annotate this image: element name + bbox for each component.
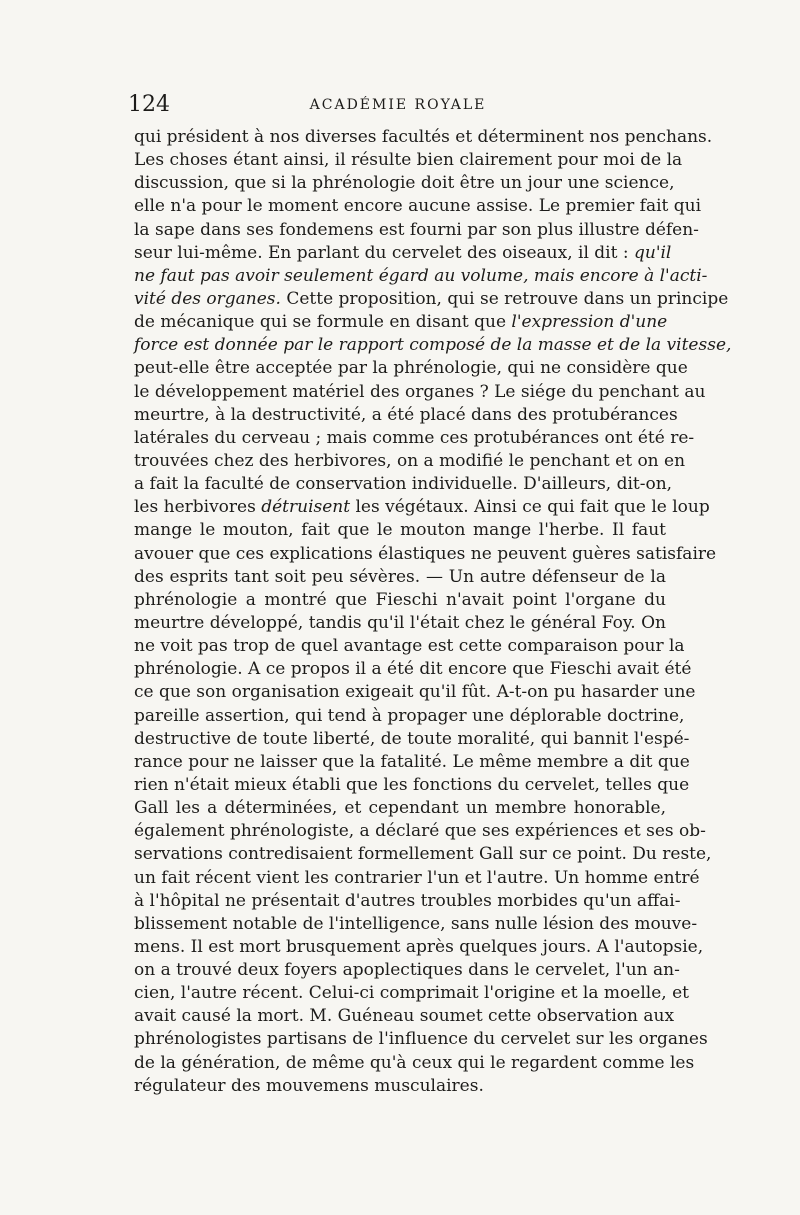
- text-line: [134, 820, 706, 843]
- text-run: phrénologie. A ce propos il a été dit encore que Fieschi avait été: [134, 659, 692, 680]
- text-run: discussion, que si la phrénologie doit être un jour une science,: [134, 173, 675, 194]
- text-line: [134, 612, 666, 635]
- text-line: [134, 705, 685, 728]
- text-line: [134, 195, 702, 218]
- italic-run: qu'il: [633, 242, 672, 263]
- italic-run: vité des organes.: [134, 288, 281, 309]
- italic-run: l'expression d'une: [511, 312, 668, 333]
- text-line: [134, 913, 698, 936]
- text-run: cien, l'autre récent. Celui-ci comprimait l'origine et la moelle, et: [134, 983, 689, 1004]
- text-line: [134, 635, 685, 658]
- text-line: [134, 265, 708, 288]
- text-line: [134, 126, 713, 149]
- text-run: ce que son organisation exigeait qu'il fût. A-t-on pu hasarder une: [134, 682, 696, 703]
- text-line: [134, 357, 688, 380]
- text-run: de la génération, de même qu'à ceux qui le regardent comme les: [134, 1052, 695, 1073]
- italic-run: ne faut pas avoir seulement égard au volume, mais encore à l'acti-: [134, 265, 708, 286]
- text-line: [134, 681, 696, 704]
- text-run: phrénologie a montré que Fieschi n'avait point l'organe du: [134, 589, 666, 610]
- text-run: Les choses étant ainsi, il résulte bien clairement pour moi de la: [134, 150, 683, 171]
- text-run: meurtre, à la destructivité, a été placé dans des protubérances: [134, 404, 678, 425]
- text-line: [134, 219, 699, 242]
- text-line: [134, 288, 729, 311]
- text-line: [134, 658, 692, 681]
- running-head: ACADÉMIE ROYALE: [309, 97, 487, 113]
- page-header: [128, 92, 668, 118]
- text-run: avouer que ces explications élastiques ne peuvent guères satisfaire: [134, 543, 717, 564]
- text-run: a fait la faculté de conservation individuelle. D'ailleurs, dit-on,: [134, 474, 673, 495]
- text-run: phrénologistes partisans de l'influence du cervelet sur les organes: [134, 1029, 708, 1050]
- italic-run: détruisent: [261, 497, 351, 518]
- text-line: [134, 311, 666, 334]
- text-run: blissement notable de l'intelligence, sans nulle lésion des mouve-: [134, 913, 698, 934]
- text-line: [134, 936, 704, 959]
- text-run: meurtre développé, tandis qu'il l'était chez le général Foy. On: [134, 612, 666, 633]
- text-line: [134, 774, 690, 797]
- text-line: [134, 149, 683, 172]
- text-run: la sape dans ses fondemens est fourni par son plus illustre défen-: [134, 219, 699, 240]
- text-run: trouvées chez des herbivores, on a modifié le penchant et on en: [134, 450, 686, 471]
- text-line: [134, 172, 675, 195]
- text-line: [134, 1075, 666, 1098]
- text-run: régulateur des mouvemens musculaires.: [134, 1075, 484, 1096]
- text-line: [134, 843, 712, 866]
- text-run: mens. Il est mort brusquement après quelques jours. A l'autopsie,: [134, 936, 704, 957]
- text-run: elle n'a pour le moment encore aucune assise. Le premier fait qui: [134, 196, 702, 217]
- text-run: servations contredisaient formellement Gall sur ce point. Du reste,: [134, 844, 712, 865]
- text-line: [134, 543, 717, 566]
- text-line: [134, 982, 689, 1005]
- text-line: [134, 427, 695, 450]
- text-run: Gall les a déterminées, et cependant un membre honorable,: [134, 798, 666, 819]
- text-line: [134, 589, 666, 612]
- text-line: [134, 1028, 708, 1051]
- text-run: qui président à nos diverses facultés et déterminent nos penchans.: [134, 127, 713, 147]
- page-number: 124: [128, 92, 170, 117]
- text-line: [134, 381, 706, 404]
- text-run: ne voit pas trop de quel avantage est cette comparaison pour la: [134, 636, 685, 657]
- text-line: [134, 566, 666, 589]
- text-run: avait causé la mort. M. Guéneau soumet cette observation aux: [134, 1006, 675, 1027]
- text-run: les herbivores: [134, 497, 262, 518]
- text-line: [134, 450, 686, 473]
- body-text: [134, 126, 732, 1098]
- text-run: rien n'était mieux établi que les fonctions du cervelet, telles que: [134, 774, 690, 795]
- text-line: [134, 1052, 695, 1075]
- text-line: [134, 496, 710, 519]
- text-run: également phrénologiste, a déclaré que ses expériences et ses ob-: [134, 821, 706, 842]
- text-line: [134, 242, 672, 265]
- text-line: [134, 404, 678, 427]
- text-line: [134, 867, 700, 890]
- text-run: les végétaux. Ainsi ce qui fait que le loup: [350, 497, 710, 518]
- text-line: [134, 334, 732, 357]
- text-run: destructive de toute liberté, de toute moralité, qui bannit l'espé-: [134, 728, 690, 749]
- text-line: [134, 728, 690, 751]
- text-line: [134, 797, 666, 820]
- text-run: rance pour ne laisser que la fatalité. Le même membre a dit que: [134, 751, 690, 772]
- text-run: des esprits tant soit peu sévères. — Un autre défenseur de la: [134, 566, 666, 587]
- text-run: le développement matériel des organes ? Le siége du penchant au: [134, 381, 706, 402]
- text-run: latérales du cerveau ; mais comme ces protubérances ont été re-: [134, 427, 695, 448]
- text-line: [134, 1005, 675, 1028]
- text-line: [134, 473, 673, 496]
- text-line: [134, 751, 690, 774]
- text-line: [134, 959, 680, 982]
- text-line: [134, 890, 681, 913]
- text-run: peut-elle être acceptée par la phrénologie, qui ne considère que: [134, 358, 688, 379]
- text-run: un fait récent vient les contrarier l'un et l'autre. Un homme entré: [134, 867, 700, 888]
- text-run: de mécanique qui se formule en disant que: [134, 312, 512, 333]
- text-run: à l'hôpital ne présentait d'autres troubles morbides qu'un affai-: [134, 890, 681, 911]
- text-line: [134, 519, 666, 542]
- text-run: Cette proposition, qui se retrouve dans un principe: [280, 288, 729, 309]
- text-run: mange le mouton, fait que le mouton mange l'herbe. Il faut: [134, 520, 666, 541]
- text-run: pareille assertion, qui tend à propager une déplorable doctrine,: [134, 705, 685, 726]
- text-run: seur lui-même. En parlant du cervelet des oiseaux, il dit :: [134, 242, 634, 263]
- text-run: on a trouvé deux foyers apoplectiques dans le cervelet, l'un an-: [134, 960, 680, 981]
- italic-run: force est donnée par le rapport composé de la masse et de la vitesse,: [134, 335, 732, 356]
